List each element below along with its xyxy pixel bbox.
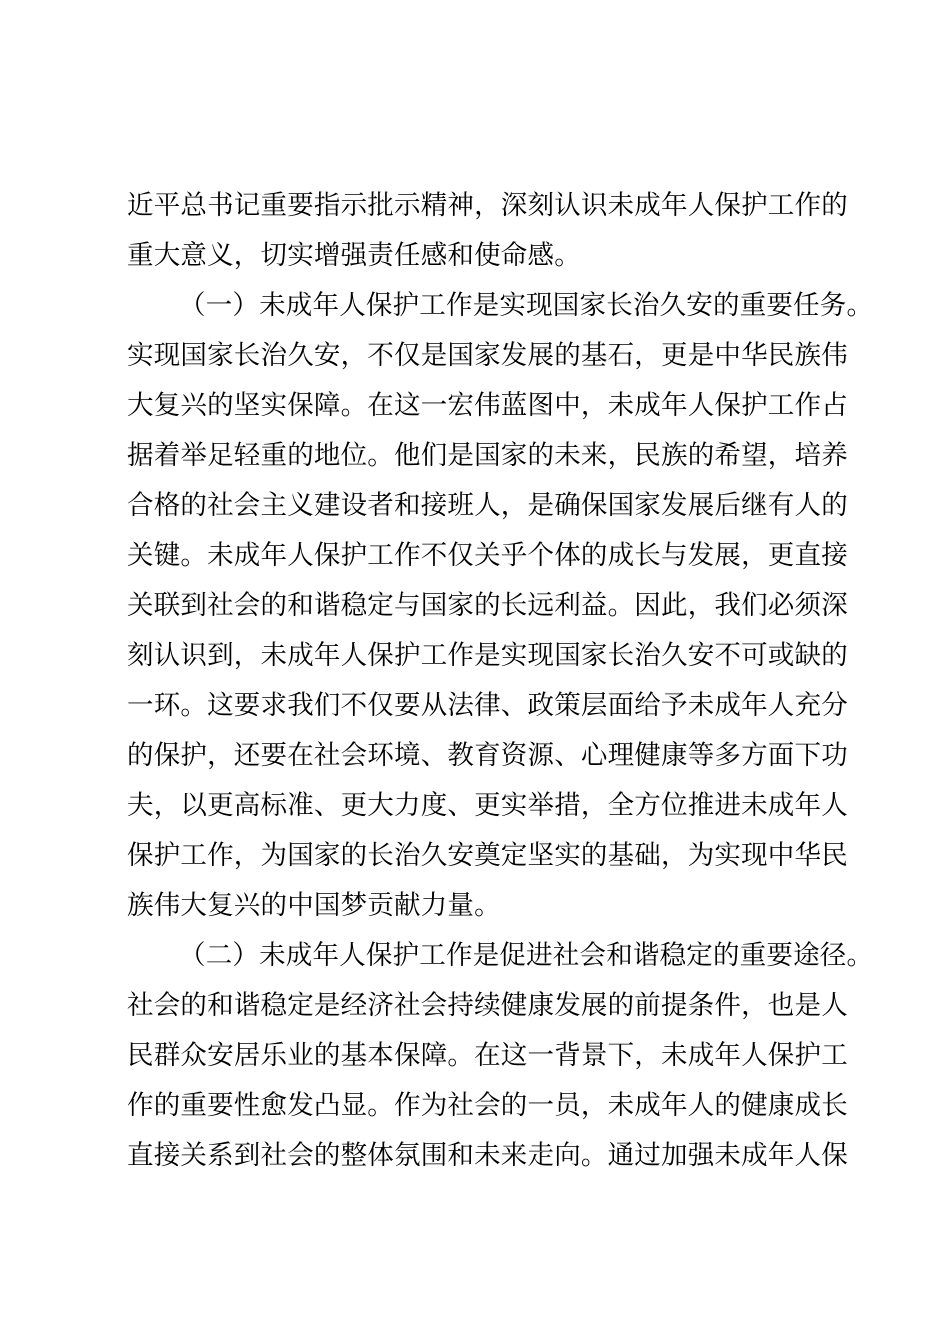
section-heading: （一）未成年人保护工作是实现国家长治久安的重要任务。 <box>179 290 874 321</box>
text-line: 近平总书记重要指示批示精神，深刻认识未成年人保护工作的 <box>127 190 848 221</box>
text-line: 直接关系到社会的整体氛围和未来走向。通过加强未成年人保 <box>127 1140 848 1171</box>
text-line: 关联到社会的和谐稳定与国家的长远利益。因此，我们必须深 <box>127 590 848 621</box>
text-line: 的保护，还要在社会环境、教育资源、心理健康等多方面下功 <box>127 740 848 771</box>
text-line: 关键。未成年人保护工作不仅关乎个体的成长与发展，更直接 <box>127 540 848 571</box>
text-line: 保护工作，为国家的长治久安奠定坚实的基础，为实现中华民 <box>127 840 848 871</box>
section-heading: （二）未成年人保护工作是促进社会和谐稳定的重要途径。 <box>179 940 874 971</box>
text-line: 民群众安居乐业的基本保障。在这一背景下，未成年人保护工 <box>127 1040 848 1071</box>
text-line: 据着举足轻重的地位。他们是国家的未来，民族的希望，培养 <box>127 440 848 471</box>
text-line: 社会的和谐稳定是经济社会持续健康发展的前提条件，也是人 <box>127 990 848 1021</box>
text-line: 大复兴的坚实保障。在这一宏伟蓝图中，未成年人保护工作占 <box>127 390 848 421</box>
text-line: 夫，以更高标准、更大力度、更实举措，全方位推进未成年人 <box>127 790 848 821</box>
text-line: 作的重要性愈发凸显。作为社会的一员，未成年人的健康成长 <box>127 1090 848 1121</box>
text-line: 刻认识到，未成年人保护工作是实现国家长治久安不可或缺的 <box>127 640 848 671</box>
text-line: 合格的社会主义建设者和接班人，是确保国家发展后继有人的 <box>127 490 848 521</box>
text-line: 重大意义，切实增强责任感和使命感。 <box>127 240 581 271</box>
text-line: 一环。这要求我们不仅要从法律、政策层面给予未成年人充分 <box>127 690 848 721</box>
text-line: 族伟大复兴的中国梦贡献力量。 <box>127 890 501 921</box>
text-line: 实现国家长治久安，不仅是国家发展的基石，更是中华民族伟 <box>127 340 848 371</box>
